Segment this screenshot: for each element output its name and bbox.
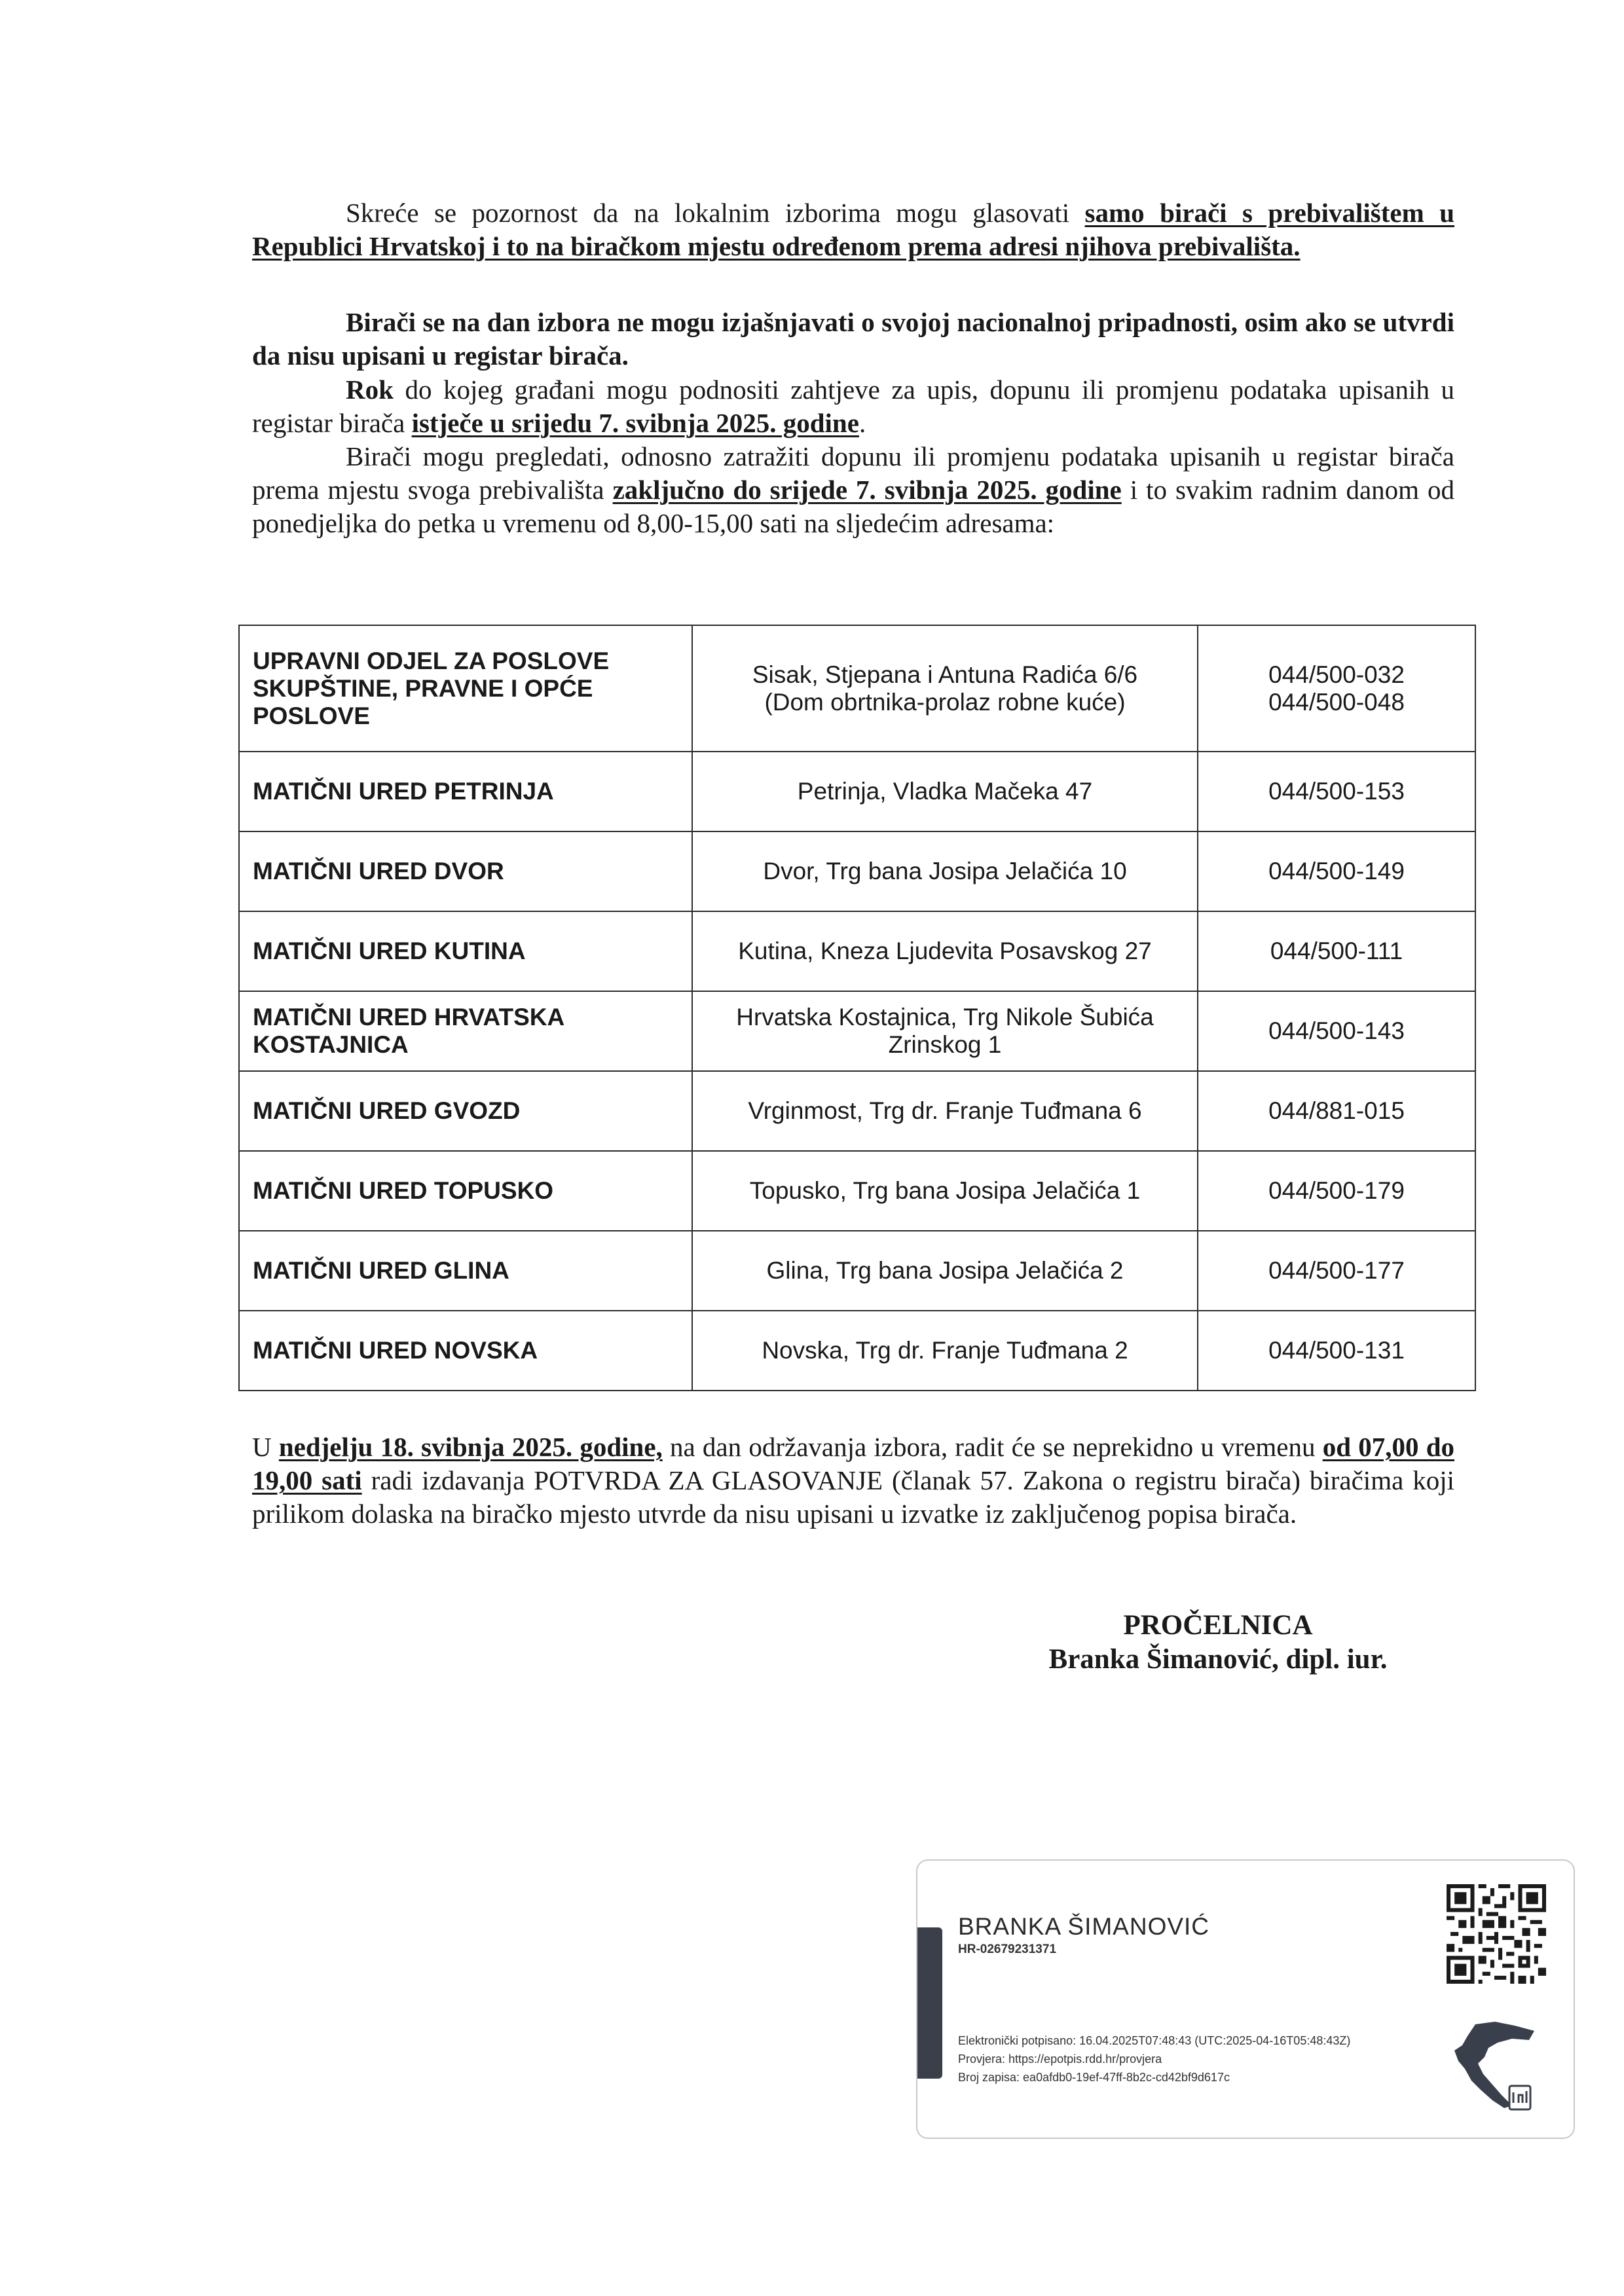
date-text: nedjelju 18. svibnja 2025. godine,: [278, 1432, 663, 1462]
e-signature-stamp: [916, 1859, 1575, 2139]
table-row: [239, 991, 1475, 1071]
table-row: [239, 1231, 1475, 1311]
office-phone: 044/500-153: [1198, 752, 1475, 831]
paragraph-text: Skreće se pozornost da na lokalnim izborima mogu glasovati: [346, 198, 1085, 228]
deadline-text: istječe u srijedu 7. svibnja 2025. godine: [411, 408, 859, 438]
table-row: [239, 752, 1475, 831]
office-address: Kutina, Kneza Ljudevita Posavskog 27: [692, 911, 1198, 991]
office-phone: [1198, 625, 1475, 752]
office-address: Hrvatska Kostajnica, Trg Nikole Šubića Zrinskog 1: [692, 991, 1198, 1071]
paragraph-text: i to svakim radnim danom od ponedjeljka do petka u vremenu od 8,00-15,00 sati na sljedećim adresama:: [252, 475, 1455, 538]
office-name: MATIČNI URED NOVSKA: [239, 1311, 692, 1391]
office-phone: 044/500-131: [1198, 1311, 1475, 1391]
office-name: MATIČNI URED PETRINJA: [239, 752, 692, 831]
office-phone: 044/500-149: [1198, 831, 1475, 911]
signature-name: Branka Šimanović, dipl. iur.: [1048, 1644, 1388, 1675]
office-phone: 044/500-111: [1198, 911, 1475, 991]
office-name: MATIČNI URED KUTINA: [239, 911, 692, 991]
office-address: [692, 625, 1198, 752]
address-line: Sisak, Stjepana i Antuna Radića 6/6: [752, 661, 1138, 688]
paragraph-text: .: [858, 408, 866, 438]
phone-line: 044/500-032: [1268, 661, 1405, 688]
croatia-map-icon: [1449, 2018, 1541, 2116]
office-name: MATIČNI URED DVOR: [239, 831, 692, 911]
paragraph-nationality: [252, 306, 1454, 373]
paragraph-text: U: [252, 1432, 279, 1462]
office-name: MATIČNI URED GVOZD: [239, 1071, 692, 1151]
paragraph-text: Birači mogu pregledati, odnosno zatražiti dopunu ili promjenu podataka upisanih u registar birača prema mjestu svoga prebivališta: [252, 441, 1454, 505]
paragraph-voters-residence: [252, 196, 1454, 263]
phone-line: 044/500-048: [1268, 688, 1405, 716]
emphasis-text: Birači se na dan izbora ne mogu izjašnjavati o svojoj nacionalnoj pripadnosti, osim ako se utvrdi da nisu upisani u registar birača.: [252, 307, 1454, 371]
table-row: [239, 1311, 1475, 1391]
office-name: MATIČNI URED TOPUSKO: [239, 1151, 692, 1231]
emphasis-text: samo birači s prebivalištem u Republici Hrvatskoj i to na biračkom mjestu određenom prema adresi njihova prebivališta.: [252, 198, 1454, 261]
office-name: MATIČNI URED HRVATSKA KOSTAJNICA: [239, 991, 692, 1071]
signature-title: PROČELNICA: [1123, 1610, 1313, 1641]
paragraph-election-day: [252, 1430, 1454, 1531]
office-name: UPRAVNI ODJEL ZA POSLOVE SKUPŠTINE, PRAVNE I OPĆE POSLOVE: [239, 625, 692, 752]
office-address: Vrginmost, Trg dr. Franje Tuđmana 6: [692, 1071, 1198, 1151]
table-row: [239, 911, 1475, 991]
office-phone: 044/500-143: [1198, 991, 1475, 1071]
paragraph-text: radi izdavanja POTVRDA ZA GLASOVANJE (članak 57. Zakona o registru birača) biračima koji prilikom dolaska na biračko mjesto utvrde da nisu upisani u izvatke iz zaključenog popisa birača.: [252, 1465, 1454, 1529]
office-address: Topusko, Trg bana Josipa Jelačića 1: [692, 1151, 1198, 1231]
paragraph-text: do kojeg građani mogu podnositi zahtjeve za upis, dopunu ili promjenu podataka upisanih u registar birača: [252, 374, 1454, 438]
stamp-signed-date: Elektronički potpisano: 16.04.2025T07:48:43 (UTC:2025-04-16T05:48:43Z): [958, 2034, 1351, 2047]
offices-table: [238, 625, 1476, 1391]
table-row: [239, 831, 1475, 911]
signature-block: [1022, 1609, 1414, 1677]
stamp-record-id: Broj zapisa: ea0afdb0-19ef-47ff-8b2c-cd42bf9d617c: [958, 2071, 1230, 2084]
qr-code-icon: [1447, 1884, 1546, 1984]
stamp-signer-id: HR-02679231371: [958, 1942, 1057, 1956]
paragraph-deadline: [252, 373, 1454, 440]
stamp-signer-name: BRANKA ŠIMANOVIĆ: [958, 1913, 1210, 1940]
office-phone: 044/500-179: [1198, 1151, 1475, 1231]
office-phone: 044/881-015: [1198, 1071, 1475, 1151]
emphasis-text: Rok: [346, 374, 394, 405]
office-phone: 044/500-177: [1198, 1231, 1475, 1311]
hours-text: od 07,00 do 19,00 sati: [252, 1432, 1455, 1495]
address-line: (Dom obrtnika-prolaz robne kuće): [764, 688, 1126, 716]
table-row: [239, 1071, 1475, 1151]
office-name: MATIČNI URED GLINA: [239, 1231, 692, 1311]
office-address: Petrinja, Vladka Mačeka 47: [692, 752, 1198, 831]
office-address: Novska, Trg dr. Franje Tuđmana 2: [692, 1311, 1198, 1391]
table-row: [239, 625, 1475, 752]
stamp-verify-url: Provjera: https://epotpis.rdd.hr/provjera: [958, 2052, 1162, 2066]
office-address: Dvor, Trg bana Josipa Jelačića 10: [692, 831, 1198, 911]
table-row: [239, 1151, 1475, 1231]
paragraph-review: [252, 440, 1454, 540]
office-address: Glina, Trg bana Josipa Jelačića 2: [692, 1231, 1198, 1311]
stamp-bar: [917, 1927, 942, 2079]
deadline-text: zaključno do srijede 7. svibnja 2025. godine: [612, 475, 1122, 505]
paragraph-text: na dan održavanja izbora, radit će se neprekidno u vremenu: [662, 1432, 1323, 1462]
